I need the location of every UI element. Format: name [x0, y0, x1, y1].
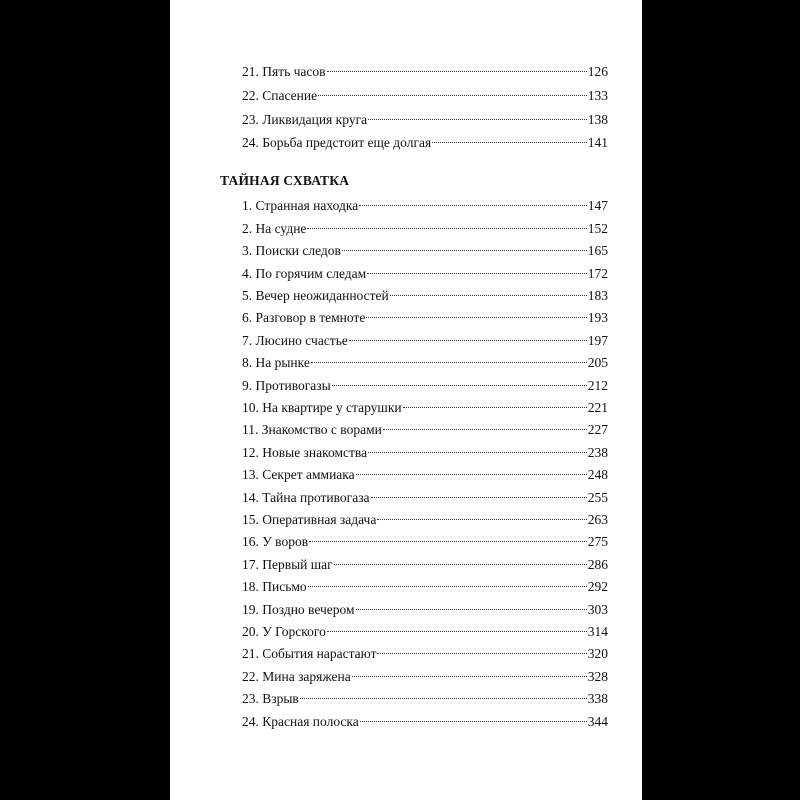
toc-entry: [242, 712, 608, 732]
toc-entry-page: 183: [587, 288, 608, 303]
toc-entry-title: 3. Поиски следов: [242, 243, 341, 258]
dot-leader: [352, 676, 587, 677]
toc-entry-title: 21. Пять часов: [242, 64, 326, 79]
toc-entry-title: 6. Разговор в темноте: [242, 310, 366, 325]
toc-entry: [242, 443, 608, 463]
toc-entry: [242, 622, 608, 642]
dot-leader: [368, 119, 587, 120]
dot-leader: [359, 205, 587, 206]
toc-entry: [242, 667, 608, 687]
toc-entry-title: 11. Знакомство с ворами: [242, 422, 382, 437]
toc-entry-page: 338: [587, 691, 608, 706]
toc-entry-title: 9. Противогазы: [242, 378, 331, 393]
toc-entry-title: 8. На рынке: [242, 355, 310, 370]
dot-leader: [327, 71, 587, 72]
toc-entry: [242, 465, 608, 485]
dot-leader: [360, 721, 587, 722]
toc-entry-page: 292: [587, 579, 608, 594]
toc-entry: [242, 286, 608, 306]
toc-entry-title: 1. Странная находка: [242, 198, 359, 213]
toc-entry-page: 205: [587, 355, 608, 370]
dot-leader: [356, 609, 587, 610]
toc-entry-title: 2. На судне: [242, 221, 307, 236]
toc-entry-page: 255: [587, 490, 608, 505]
toc-entry-page: 303: [587, 602, 608, 617]
toc-entry-page: 227: [587, 422, 608, 437]
dot-leader: [307, 228, 586, 229]
toc-entry-title: 24. Красная полоска: [242, 714, 359, 729]
toc-entry-title: 19. Поздно вечером: [242, 602, 355, 617]
toc-entry-page: 147: [587, 198, 608, 213]
toc-entry-page: 126: [587, 64, 608, 79]
toc-entry-page: 141: [587, 135, 608, 150]
toc-entry-title: 22. Спасение: [242, 88, 318, 103]
toc-entry-title: 23. Ликвидация круга: [242, 112, 368, 127]
toc-entry-page: 320: [587, 646, 608, 661]
toc-entry-title: 13. Секрет аммиака: [242, 467, 355, 482]
toc-entry-title: 21. События нарастают: [242, 646, 377, 661]
toc-entry: [242, 196, 608, 216]
toc-entry-page: 221: [587, 400, 608, 415]
toc-entry-title: 24. Борьба предстоит еще долгая: [242, 135, 432, 150]
toc-entry: [242, 532, 608, 552]
toc-entry: [242, 398, 608, 418]
dot-leader: [327, 631, 587, 632]
dot-leader: [432, 142, 587, 143]
dot-leader: [371, 497, 587, 498]
toc-entry: [242, 62, 608, 82]
dot-leader: [334, 564, 587, 565]
toc-entry: [242, 577, 608, 597]
toc-entry-page: 197: [587, 333, 608, 348]
toc-entry: [242, 644, 608, 664]
dot-leader: [377, 653, 586, 654]
toc-entry-page: 328: [587, 669, 608, 684]
book-page: [170, 0, 642, 800]
toc-entry-title: 5. Вечер неожиданностей: [242, 288, 389, 303]
dot-leader: [390, 295, 587, 296]
toc-entry-page: 212: [587, 378, 608, 393]
toc-entry: [242, 353, 608, 373]
toc-entry-page: 314: [587, 624, 608, 639]
toc-entry: [242, 376, 608, 396]
toc-entry: [242, 308, 608, 328]
dot-leader: [366, 317, 586, 318]
toc-entry-title: 16. У воров: [242, 534, 309, 549]
dot-leader: [383, 429, 587, 430]
dot-leader: [403, 407, 587, 408]
toc-entry: [242, 600, 608, 620]
toc-entry: [242, 110, 608, 130]
dot-leader: [308, 586, 587, 587]
dot-leader: [309, 541, 587, 542]
dot-leader: [356, 474, 587, 475]
dot-leader: [377, 519, 586, 520]
toc-entry: [242, 133, 608, 153]
toc-entry: [242, 555, 608, 575]
dot-leader: [300, 698, 587, 699]
toc-entry-title: 10. На квартире у старушки: [242, 400, 402, 415]
toc-entry-title: 15. Оперативная задача: [242, 512, 377, 527]
dot-leader: [368, 452, 587, 453]
dot-leader: [342, 250, 587, 251]
toc-entry-page: 275: [587, 534, 608, 549]
dot-leader: [349, 340, 587, 341]
toc-entry-page: 138: [587, 112, 608, 127]
toc-entry-title: 22. Мина заряжена: [242, 669, 351, 684]
toc-entry: [242, 264, 608, 284]
toc-entry-page: 286: [587, 557, 608, 572]
toc-entry-page: 165: [587, 243, 608, 258]
dot-leader: [332, 385, 587, 386]
dot-leader: [311, 362, 587, 363]
toc-entry-title: 7. Люсино счастье: [242, 333, 348, 348]
toc-entry-title: 4. По горячим следам: [242, 266, 367, 281]
toc-entry-page: 248: [587, 467, 608, 482]
toc-entry: [242, 86, 608, 106]
dot-leader: [367, 273, 587, 274]
toc-entry-title: 17. Первый шаг: [242, 557, 333, 572]
toc-entry-page: 152: [587, 221, 608, 236]
toc-entry-title: 23. Взрыв: [242, 691, 299, 706]
toc-entry-page: 263: [587, 512, 608, 527]
section-heading: ТАЙНАЯ СХВАТКА: [220, 173, 350, 188]
toc-entry-title: 14. Тайна противогаза: [242, 490, 370, 505]
toc-entry: [242, 420, 608, 440]
toc-entry-page: 172: [587, 266, 608, 281]
toc-entry: [242, 510, 608, 530]
toc-entry-page: 238: [587, 445, 608, 460]
dot-leader: [318, 95, 587, 96]
toc-entry-page: 133: [587, 88, 608, 103]
toc-entry-page: 344: [587, 714, 608, 729]
toc-entry: [242, 689, 608, 709]
toc-entry-title: 18. Письмо: [242, 579, 307, 594]
toc-entry: [242, 331, 608, 351]
toc-entry-title: 20. У Горского: [242, 624, 326, 639]
toc-entry-page: 193: [587, 310, 608, 325]
toc-entry: [242, 488, 608, 508]
toc-entry: [242, 241, 608, 261]
toc-entry: [242, 219, 608, 239]
toc-entry-title: 12. Новые знакомства: [242, 445, 368, 460]
